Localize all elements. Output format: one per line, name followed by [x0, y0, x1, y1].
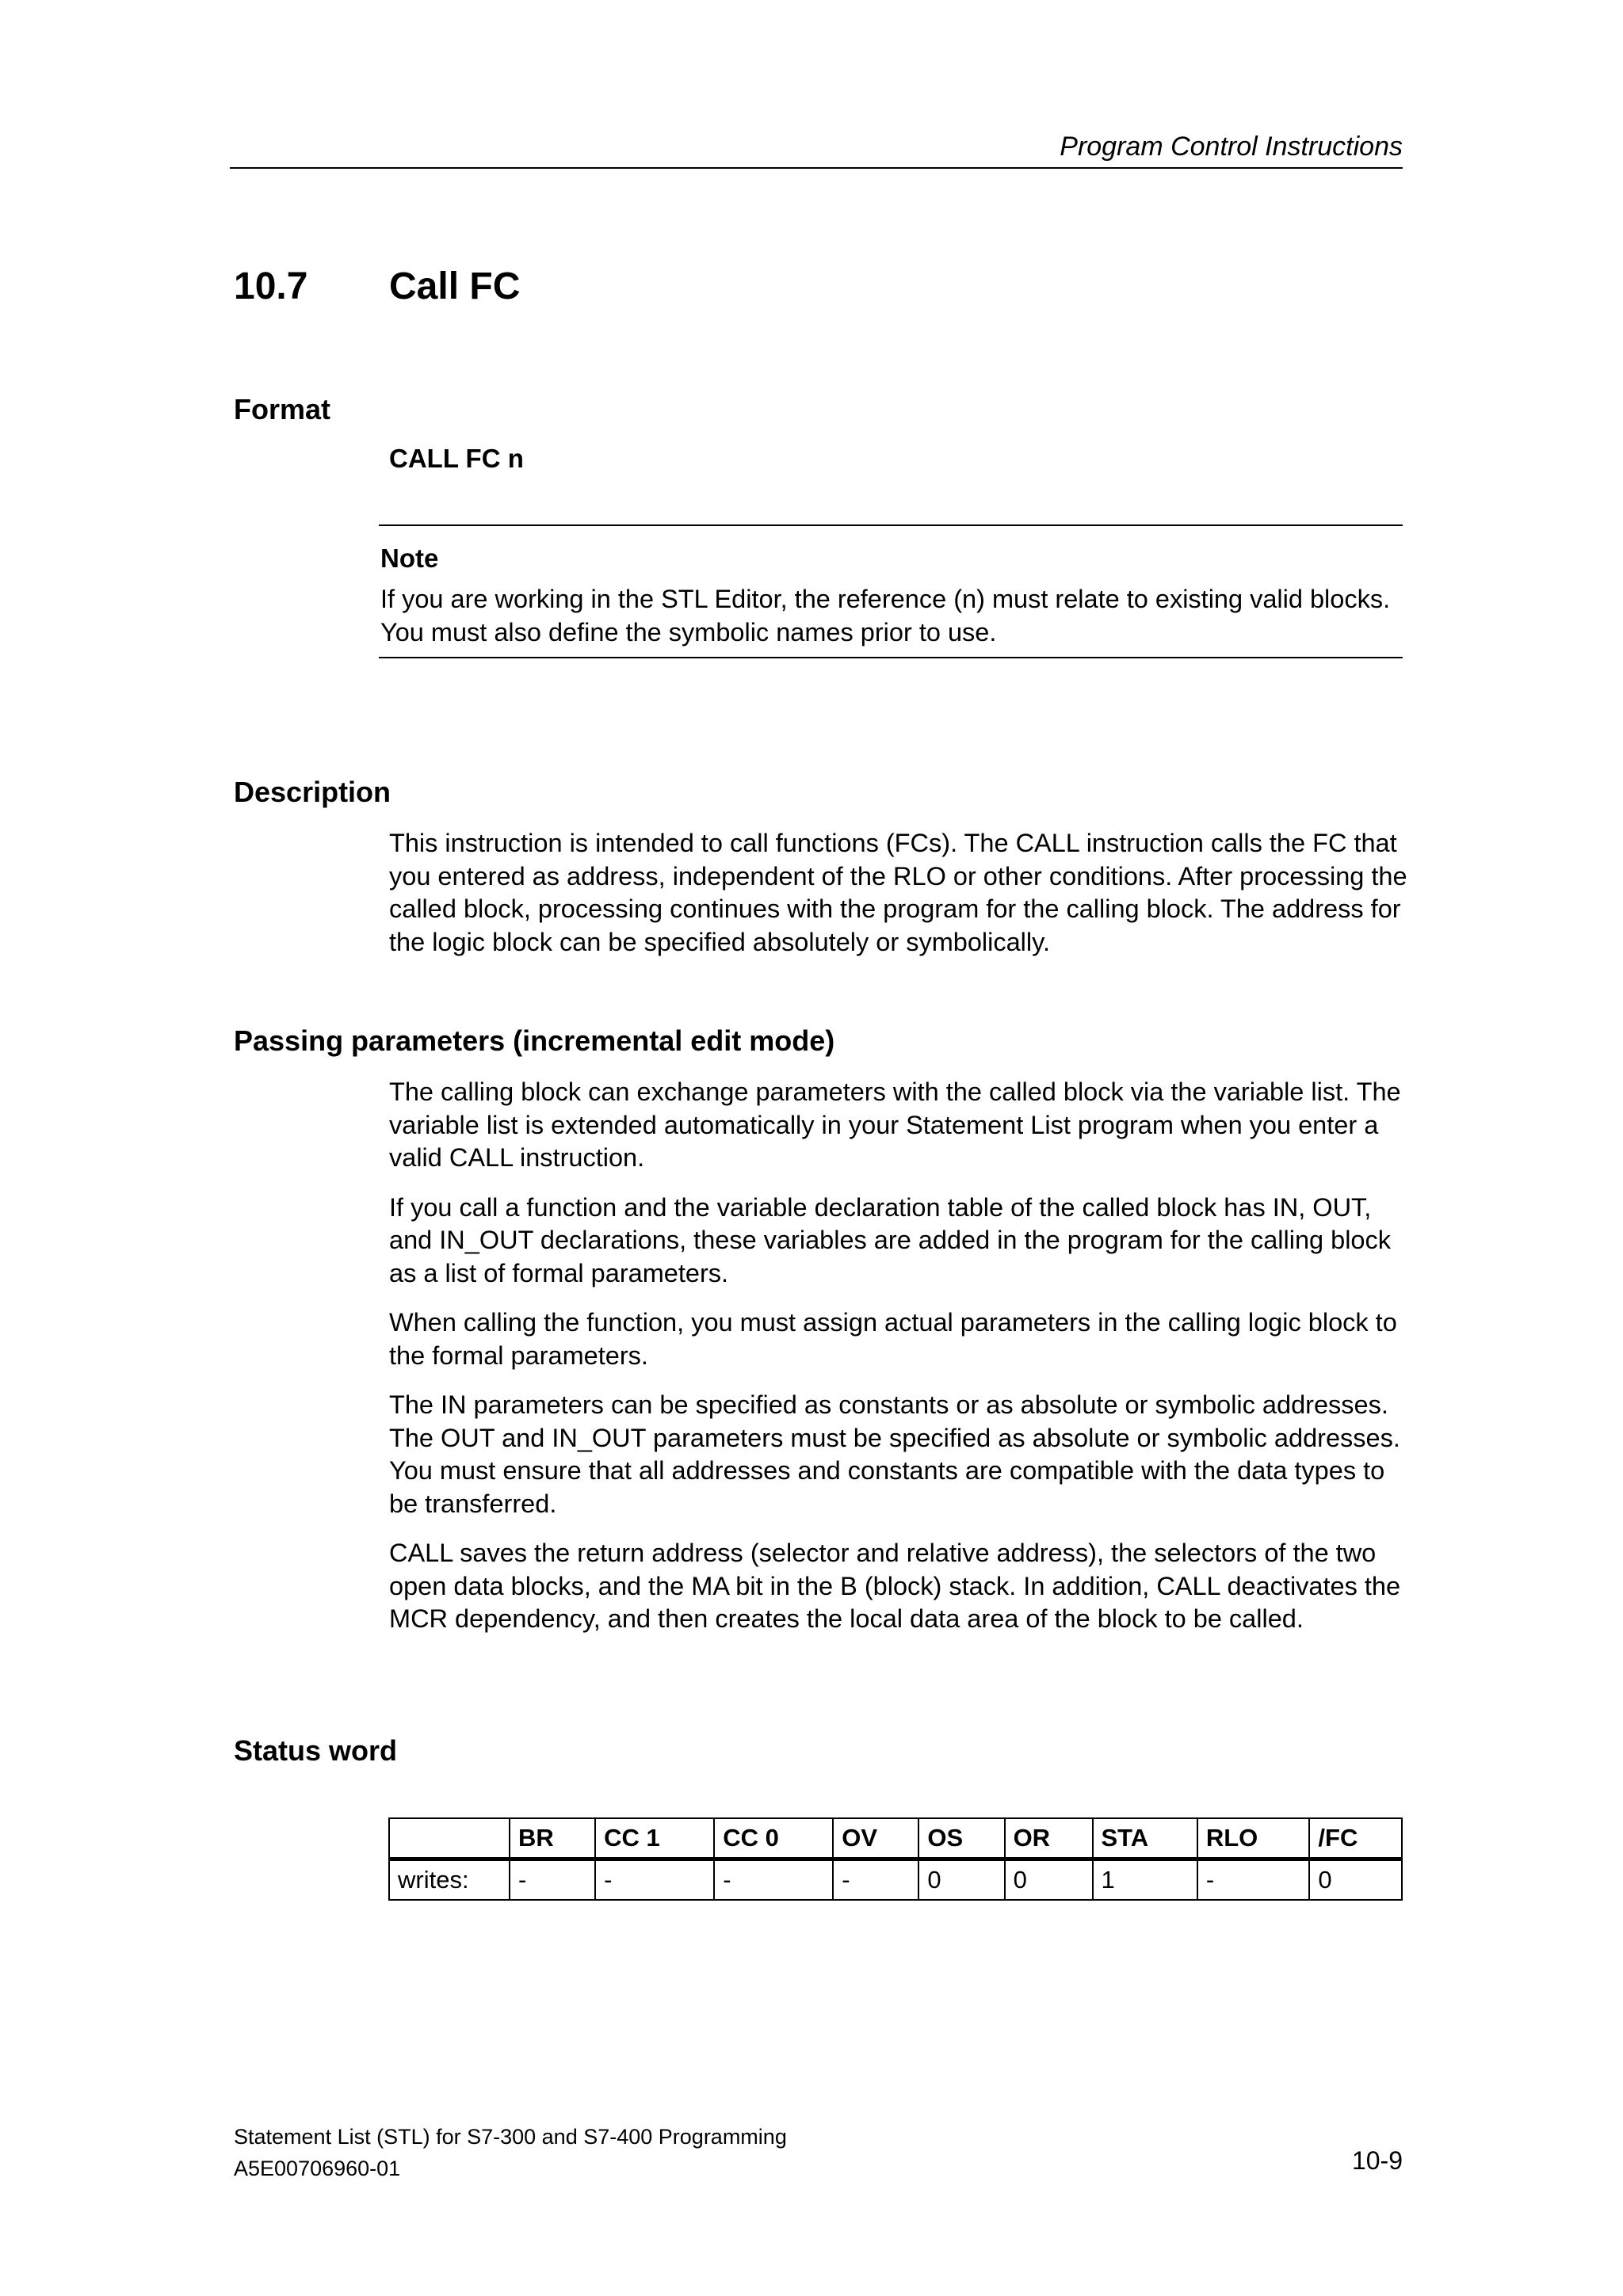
table-header-cell: CC 0: [714, 1818, 833, 1859]
paragraph: The calling block can exchange parameters with the called block via the variable list. The variable list is extended automatically in your Statement List program when you enter a valid CALL instruction.: [389, 1077, 1401, 1172]
table-header-cell: OS: [918, 1818, 1004, 1859]
format-heading: Format: [234, 393, 331, 425]
running-header: Program Control Instructions: [1060, 132, 1403, 162]
status-word-heading: Status word: [234, 1734, 398, 1767]
table-cell: 1: [1093, 1859, 1197, 1901]
table-header-cell: CC 1: [595, 1818, 714, 1859]
table-header-cell: OR: [1005, 1818, 1093, 1859]
table-cell: -: [1197, 1859, 1310, 1901]
page-number: 10-9: [1351, 2146, 1403, 2175]
table-cell: 0: [1005, 1859, 1093, 1901]
table-header-cell: [389, 1818, 510, 1859]
section-number: 10.7: [234, 265, 308, 307]
passing-parameters-body: [389, 1076, 1407, 1653]
table-cell: writes:: [389, 1859, 510, 1901]
table-cell: -: [833, 1859, 918, 1901]
header-rule: [230, 167, 1403, 169]
note-bottom-rule: [379, 657, 1403, 658]
format-code: CALL FC n: [389, 444, 524, 473]
table-row: [389, 1859, 1402, 1901]
footer-title: Statement List (STL) for S7-300 and S7-400 Programming: [234, 2125, 787, 2149]
table-cell: 0: [1309, 1859, 1402, 1901]
table-cell: -: [714, 1859, 833, 1901]
paragraph: The IN parameters can be specified as constants or as absolute or symbolic addresses. The OUT and IN_OUT parameters must be specified as absolute or symbolic addresses. You must ensure that all addresses and constants are compatible with the data types to be transferred.: [389, 1390, 1400, 1518]
description-heading: Description: [234, 776, 391, 808]
table-cell: -: [510, 1859, 595, 1901]
table-header-cell: OV: [833, 1818, 918, 1859]
note-text: If you are working in the STL Editor, the reference (n) must relate to existing valid blocks. You must also define the symbolic names prior to use.: [380, 585, 1391, 646]
table-header-cell: /FC: [1309, 1818, 1402, 1859]
passing-parameters-heading: Passing parameters (incremental edit mode): [234, 1024, 835, 1057]
table-header-row: [389, 1818, 1402, 1859]
paragraph: When calling the function, you must assign actual parameters in the calling logic block to the formal parameters.: [389, 1308, 1397, 1370]
section-title: Call FC: [389, 265, 521, 307]
footer-order-number: A5E00706960-01: [234, 2157, 401, 2180]
description-text: This instruction is intended to call functions (FCs). The CALL instruction calls the FC that you entered as address, independent of the RLO or other conditions. After processing the called block, processing continues with the program for the calling block. The address for the logic block can be specified absolutely or symbolically.: [389, 829, 1407, 956]
paragraph: CALL saves the return address (selector and relative address), the selectors of the two open data blocks, and the MA bit in the B (block) stack. In addition, CALL deactivates the MCR dependency, and then creates the local data area of the block to be called.: [389, 1539, 1401, 1633]
footer-document-info: [234, 2121, 787, 2184]
status-word-table: [388, 1817, 1403, 1901]
table-header-cell: RLO: [1197, 1818, 1310, 1859]
paragraph: If you call a function and the variable declaration table of the called block has IN, OUT, and IN_OUT declarations, these variables are added in the program for the calling block as a list of formal parameters.: [389, 1192, 1391, 1287]
table-cell: -: [595, 1859, 714, 1901]
table-header-cell: BR: [510, 1818, 595, 1859]
table-header-cell: STA: [1093, 1818, 1197, 1859]
note-title: Note: [380, 543, 439, 573]
note-top-rule: [379, 524, 1403, 526]
table-cell: 0: [918, 1859, 1004, 1901]
